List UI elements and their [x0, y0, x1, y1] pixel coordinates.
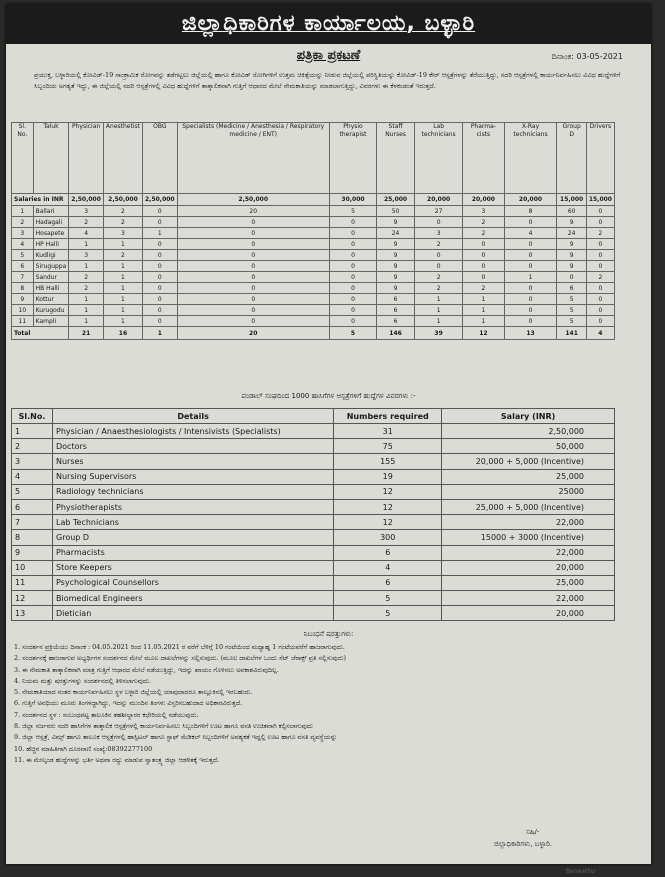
term-item: 9. ಜಿಲ್ಲಾ ಆಸ್ಪತ್ರೆ, ವಿಮ್ಸ್ ಹಾಗೂ ತಾಲೂಕ ಆಸ್ಪತ್ರೆಗಳಲ್ಲಿ ಹಾಸ್ಪಿಟಲ್ ಹಾಗೂ ಸ್ಟಾಫ್ ಮೆಡಿಕಲ್ ಸಿಬ್ಬಂದಿಗಳಿಗೆ ಅವಶ್ಯಕತೆ ಇದ್ದಲ್ಲಿ ಊಟ ಹಾಗೂ ವಸತಿ ವ್ಯವಸ್ಥೆಯನ್ನು [14, 733, 338, 742]
table-cell: 0 [586, 316, 614, 327]
post-details-cell: Lab Technicians [53, 515, 334, 530]
term-item: 1. ಸಂದರ್ಶನ ಪ್ರಕ್ರಿಯೆಯು ದಿನಾಂಕ : 04.05.2021 ರಿಂದ 11.05.2021 ರ ವರೆಗೆ ಬೆಳಿಗ್ಗೆ 10 ಗಂಟೆಯಿಂದ ಮಧ್ಯಾಹ್ನ 1 ಗಂಟೆಯವರೆಗೆ ಹಾಜರಾಗುವುದು. [14, 643, 345, 651]
salary-cell: 20,000 [463, 194, 504, 206]
pandal-vacancy-table [11, 408, 615, 621]
post-details-cell: Biomedical Engineers [53, 591, 334, 606]
numbers-required-cell: 31 [334, 424, 442, 439]
table-cell: 0 [177, 261, 329, 272]
table-cell: 9 [557, 261, 586, 272]
table-cell: 0 [142, 206, 177, 217]
table-row [12, 316, 615, 327]
table-cell: 1 [414, 305, 462, 316]
table-cell: 0 [142, 250, 177, 261]
table-cell: 10 [12, 305, 34, 316]
office-banner [6, 4, 651, 44]
table-cell: 5 [557, 305, 586, 316]
table-cell: 9 [377, 272, 415, 283]
table-cell: 0 [504, 316, 557, 327]
table-row [12, 283, 615, 294]
table-cell: 9 [557, 239, 586, 250]
table-cell: 0 [142, 294, 177, 305]
newspaper-clipping [6, 4, 651, 875]
table-row [12, 206, 615, 217]
table-cell: 27 [414, 206, 462, 217]
table-cell: 0 [329, 305, 376, 316]
table-cell: 3 [69, 206, 104, 217]
post-details-cell: Group D [53, 530, 334, 545]
term-item: 7. ಸಂದರ್ಶನದ ಸ್ಥಳ : ಸಂಬಂಧಪಟ್ಟ ತಾಲೂಕಿನ ತಹಶೀಲ್ದಾರರ ಕಛೇರಿಯಲ್ಲಿ ನಡೆಯುವುದು. [14, 710, 199, 719]
table-cell: 1 [103, 239, 142, 250]
post-details-cell: Psychological Counsellors [53, 575, 334, 590]
table-cell: 0 [463, 250, 504, 261]
table-cell: 0 [177, 250, 329, 261]
table-cell: 1 [142, 228, 177, 239]
table-cell: 4 [504, 228, 557, 239]
cut-off-text: Beneathu [566, 868, 595, 875]
taluk-name-cell: Kurugodu [33, 305, 69, 316]
table-cell: 50 [377, 206, 415, 217]
table-cell: 2 [414, 283, 462, 294]
table-cell: 0 [504, 261, 557, 272]
taluk-table-header-cell: Staff Nurses [377, 123, 415, 194]
term-item: 5. ನೇಮಕಾತಿಯಾದ ನಂತರ ಕಾರ್ಯನಿರ್ವಹಿಸಲು ಸ್ಥಳ ಬಳ್ಳಾರಿ ಜಿಲ್ಲೆಯಲ್ಲಿ ಯಾವುದಾದರೂ ತಾಲ್ಲೂಕಿನಲ್ಲಿ ಇರಬಹುದು. [14, 688, 253, 697]
table-cell: 3 [463, 206, 504, 217]
total-row [12, 327, 615, 340]
serial-cell: 4 [12, 469, 53, 484]
table-cell: 1 [463, 294, 504, 305]
serial-cell: 5 [12, 484, 53, 499]
taluk-name-cell: Kudligi [33, 250, 69, 261]
salary-cell: 20,000 + 5,000 (Incentive) [442, 454, 615, 469]
taluk-table-header-cell: Taluk [33, 123, 69, 194]
salary-cell: 20,000 [442, 606, 615, 621]
salary-cell: 2,50,000 [442, 424, 615, 439]
table-cell: 1 [103, 261, 142, 272]
table-row [12, 272, 615, 283]
table-cell: 9 [12, 294, 34, 305]
table-row [12, 305, 615, 316]
numbers-required-cell: 75 [334, 439, 442, 454]
pandal-table-header-cell: Details [53, 409, 334, 424]
taluk-table-header-cell: Anesthetist [103, 123, 142, 194]
taluk-table-header-cell: Physician [69, 123, 104, 194]
table-cell: 1 [414, 316, 462, 327]
salary-cell: 20,000 [414, 194, 462, 206]
serial-cell: 2 [12, 439, 53, 454]
table-cell: 0 [557, 272, 586, 283]
table-row [12, 499, 615, 514]
table-row [12, 484, 615, 499]
term-item: 2. ಸಂದರ್ಶನಕ್ಕೆ ಹಾಜರಾಗುವ ಅಭ್ಯರ್ಥಿಗಳ ಸಂದರ್ಶನದ ಮೇಲೆ ಮೂಲ ದಾಖಲೆಗಳನ್ನು ಸಲ್ಲಿಸುವುದು. (ಮೂಲ ದಾಖಲೆಗಳ ಒಂದು ಸೆಟ್ ಜೆರಾಕ್ಸ್ ಪ್ರತಿ ಸಲ್ಲಿಸುವುದು) [14, 654, 346, 663]
table-cell: 2 [12, 217, 34, 228]
post-details-cell: Physiotherapists [53, 499, 334, 514]
salary-cell: 22,000 [442, 515, 615, 530]
table-cell: 2 [69, 217, 104, 228]
numbers-required-cell: 6 [334, 575, 442, 590]
post-details-cell: Pharmacists [53, 545, 334, 560]
table-cell: 9 [377, 283, 415, 294]
total-cell: 20 [177, 327, 329, 340]
salary-cell: 50,000 [442, 439, 615, 454]
intro-paragraph: ಪ್ರಯುಕ್ತ, ಬಳ್ಳಾರಿಯಲ್ಲಿ ಕೋವಿಡ್-19 ಸಾಂಕ್ರಾಮಿಕ ರೋಗವನ್ನು ತಡೆಗಟ್ಟಲು ಜಿಲ್ಲೆಯಲ್ಲಿ ಹಾಗೂ ಕೋವಿಡ್ ರೋಗಿಗಳಿಗೆ ಉತ್ತಮ ಚಿಕಿತ್ಸೆಯನ್ನು ನೀಡುವ ಜಿಲ್ಲೆಯಲ್ಲಿ ಪರಿಸ್ಥಿತಿಯನ್ನು ಕೋವಿಡ್-19 ಕೇರ್ ಆಸ್ಪತ್ರೆಗಳನ್ನು ತೆರೆಯುತ್ತಿದ್ದು, ಸದರಿ ಆಸ್ಪತ್ರೆಗಳಲ್ಲಿ ಕಾರ್ಯನಿರ್ವಹಿಸಲು ವಿವಿಧ ಹುದ್ದೆಗಳಿಗೆ ಸಿಬ್ಬಂದಿಯ ಅಗತ್ಯತೆ ಇದ್ದು, ಈ ಜಿಲ್ಲೆಯಲ್ಲಿ ಸದರಿ ಆಸ್ಪತ್ರೆಗಳಲ್ಲಿ ವಿವಿಧ ಹುದ್ದೆಗಳಿಗೆ ತಾತ್ಕಾಲಿಕವಾಗಿ ಗುತ್ತಿಗೆ ಆಧಾರದ ಮೇಲೆ ನೇಮಕಾತಿಯನ್ನು ಮಾಡಲಾಗುತ್ತಿದ್ದು, ವಿವರಗಳು ಈ ಕೆಳಕಂಡಂತೆ ಇರುತ್ತದೆ. [34, 71, 621, 90]
terms-list [14, 642, 634, 766]
table-cell: 9 [377, 239, 415, 250]
salary-cell: 2,50,000 [177, 194, 329, 206]
table-cell: 0 [463, 272, 504, 283]
serial-cell: 3 [12, 454, 53, 469]
numbers-required-cell: 5 [334, 591, 442, 606]
signatory-title: ಜಿಲ್ಲಾಧಿಕಾರಿಗಳು, ಬಳ್ಳಾರಿ. [494, 840, 553, 848]
table-row [12, 217, 615, 228]
table-cell: 2 [103, 217, 142, 228]
table-cell: 0 [504, 283, 557, 294]
table-cell: 0 [414, 261, 462, 272]
salary-cell: 22,000 [442, 591, 615, 606]
table-row [12, 591, 615, 606]
total-cell: 13 [504, 327, 557, 340]
table-cell: 8 [504, 206, 557, 217]
total-cell: 21 [69, 327, 104, 340]
term-item: 6. ಗುತ್ತಿಗೆ ಅವಧಿಯು ಮೂರು ತಿಂಗಳದ್ದಾಗಿದ್ದು, ಇದನ್ನು ಮುಂದಿನ ತಿಂಗಳು ವಿಸ್ತರಿಸಬಹುದಾದ ಅಧಿಕಾರವಿರುತ್ತದೆ. [14, 699, 243, 708]
pandal-table-header-cell: Sl.No. [12, 409, 53, 424]
signature-mark: ಸಹಿ/- [526, 828, 540, 836]
table-cell: 2 [69, 272, 104, 283]
taluk-table-header-cell: Group D [557, 123, 586, 194]
term-item: 8. ಜಿಲ್ಲಾ ಸರ್ಜನರು ಸದರಿ ಹಾಸಿಗೆಗಳ ತಾತ್ಕಾಲಿಕ ಆಸ್ಪತ್ರೆಗಳಲ್ಲಿ ಕಾರ್ಯನಿರ್ವಹಿಸಲು ಸಿಬ್ಬಂದಿಗಳಿಗೆ ಊಟ ಹಾಗೂ ವಸತಿ ಉಚಿತವಾಗಿ ಕಲ್ಪಿಸಲಾಗುವುದು [14, 722, 313, 731]
table-cell: 24 [377, 228, 415, 239]
post-details-cell: Nursing Supervisors [53, 469, 334, 484]
table-cell: 0 [142, 305, 177, 316]
table-cell: 3 [69, 250, 104, 261]
table-cell: 9 [377, 217, 415, 228]
table-cell: 6 [557, 283, 586, 294]
table-cell: 24 [557, 228, 586, 239]
salary-cell: 2,50,000 [69, 194, 104, 206]
term-item: 10. ಹೆಚ್ಚಿನ ಮಾಹಿತಿಗಾಗಿ ದೂರವಾಣಿ ಸಂಖ್ಯೆ:08392277100 [14, 744, 153, 753]
table-cell: 0 [414, 217, 462, 228]
table-cell: 0 [329, 261, 376, 272]
table-cell: 1 [69, 239, 104, 250]
total-label: Total [12, 327, 69, 340]
post-details-cell: Radiology technicians [53, 484, 334, 499]
table-cell: 0 [586, 261, 614, 272]
table-row [12, 606, 615, 621]
table-cell: 0 [142, 316, 177, 327]
total-cell: 146 [377, 327, 415, 340]
table-cell: 0 [142, 217, 177, 228]
salary-cell: 20,000 [504, 194, 557, 206]
table-cell: 0 [586, 294, 614, 305]
office-title: ಜಿಲ್ಲಾಧಿಕಾರಿಗಳ ಕಾರ್ಯಾಲಯ, ಬಳ್ಳಾರಿ [181, 11, 476, 36]
table-row [12, 469, 615, 484]
table-cell: 20 [177, 206, 329, 217]
table-cell: 0 [414, 250, 462, 261]
table-row [12, 228, 615, 239]
post-details-cell: Physician / Anaesthesiologists / Intensivists (Specialists) [53, 424, 334, 439]
numbers-required-cell: 12 [334, 484, 442, 499]
total-cell: 1 [142, 327, 177, 340]
table-cell: 1 [103, 316, 142, 327]
post-details-cell: Nurses [53, 454, 334, 469]
table-cell: 9 [377, 261, 415, 272]
table-cell: 5 [557, 316, 586, 327]
table-cell: 3 [103, 228, 142, 239]
table-cell: 6 [377, 305, 415, 316]
table-cell: 0 [329, 228, 376, 239]
table-row [12, 454, 615, 469]
table-cell: 2 [414, 272, 462, 283]
table-cell: 2 [103, 206, 142, 217]
table-row [12, 294, 615, 305]
table-cell: 0 [177, 316, 329, 327]
total-cell: 39 [414, 327, 462, 340]
taluk-name-cell: Kampli [33, 316, 69, 327]
term-item: 4. ನಿಯಮ ಮತ್ತು ಷರತ್ತುಗಳನ್ನು ಸಂದರ್ಶನದಲ್ಲಿ ತಿಳಿಸಲಾಗುವುದು. [14, 676, 152, 685]
table-cell: 1 [463, 316, 504, 327]
taluk-name-cell: Hosapete [33, 228, 69, 239]
taluk-vacancy-table [11, 122, 615, 340]
table-cell: 1 [69, 261, 104, 272]
table-cell: 0 [177, 305, 329, 316]
taluk-table-header-cell: X-Ray technicians [504, 123, 557, 194]
table-cell: 1 [69, 316, 104, 327]
table-cell: 0 [504, 239, 557, 250]
table-cell: 2 [463, 228, 504, 239]
serial-cell: 8 [12, 530, 53, 545]
term-item: 11. ಈ ಮೇಲ್ಕಂಡ ಹುದ್ದೆಗಳನ್ನು ಭರ್ತಿ ಅಥವಾ ರದ್ದು ಮಾಡುವ ಸ್ವಾತಂತ್ರ್ಯ ಜಿಲ್ಲಾ ಆಡಳಿತಕ್ಕೆ ಇರುತ್ತದೆ. [14, 755, 220, 764]
taluk-table-header-cell: Drivers [586, 123, 614, 194]
table-cell: 1 [69, 305, 104, 316]
terms-heading: ನಿಬಂಧನೆ ಷರತ್ತುಗಳು: [303, 630, 354, 638]
table-cell: 1 [103, 305, 142, 316]
table-cell: 0 [142, 283, 177, 294]
table-cell: 2 [586, 228, 614, 239]
table-cell: 2 [463, 217, 504, 228]
table-cell: 1 [103, 283, 142, 294]
total-cell: 5 [329, 327, 376, 340]
table-cell: 0 [329, 294, 376, 305]
table-cell: 1 [69, 294, 104, 305]
table-cell: 6 [377, 316, 415, 327]
total-cell: 16 [103, 327, 142, 340]
table-cell: 2 [414, 239, 462, 250]
pandal-table-header-row [12, 409, 615, 424]
pandal-section-title: ಪಂಡಾಲ್ ಸಂಘದಿಂದ 1000 ಹಾಸಿಗೆಗಳ ಆಸ್ಪತ್ರೆಗಳಿಗೆ ಹುದ್ದೆಗಳ ವಿವರಗಳು :- [241, 392, 416, 400]
table-cell: 11 [12, 316, 34, 327]
taluk-table-header-row [12, 123, 615, 194]
salary-row [12, 194, 615, 206]
table-cell: 0 [586, 217, 614, 228]
table-cell: 4 [12, 239, 34, 250]
table-cell: 0 [504, 305, 557, 316]
serial-cell: 9 [12, 545, 53, 560]
salary-cell: 25,000 [442, 575, 615, 590]
total-cell: 12 [463, 327, 504, 340]
press-release-heading: ಪತ್ರಿಕಾ ಪ್ರಕಟಣೆ [296, 48, 361, 63]
term-item: 3. ಈ ನೇಮಕಾತಿ ತಾತ್ಕಾಲಿಕವಾಗಿ ಮಾತ್ರ ಗುತ್ತಿಗೆ ಆಧಾರದ ಮೇಲೆ ನಡೆಯುತ್ತಿದ್ದು, ಇದನ್ನು ಖಾಯಂ ಗೊಳಿಸಲು ಅವಕಾಶವಿರುವುದಿಲ್ಲ. [14, 665, 279, 674]
table-cell: 0 [329, 283, 376, 294]
taluk-name-cell: Sandur [33, 272, 69, 283]
table-cell: 4 [69, 228, 104, 239]
taluk-table-header-cell: Lab technicians [414, 123, 462, 194]
table-cell: 0 [504, 294, 557, 305]
taluk-table-header-cell: Pharma- cists [463, 123, 504, 194]
salary-cell: 25000 [442, 484, 615, 499]
table-cell: 0 [329, 217, 376, 228]
salary-cell: 20,000 [442, 560, 615, 575]
numbers-required-cell: 300 [334, 530, 442, 545]
table-cell: 3 [414, 228, 462, 239]
numbers-required-cell: 5 [334, 606, 442, 621]
pandal-table-header-cell: Salary (INR) [442, 409, 615, 424]
pandal-table-header-cell: Numbers required [334, 409, 442, 424]
taluk-table-header-cell: Sl. No. [12, 123, 34, 194]
table-cell: 7 [12, 272, 34, 283]
notice-date: ದಿನಾಂಕ: 03-05-2021 [551, 52, 623, 61]
table-cell: 60 [557, 206, 586, 217]
table-cell: 0 [177, 239, 329, 250]
table-cell: 8 [12, 283, 34, 294]
salary-cell: 15000 + 3000 (Incentive) [442, 530, 615, 545]
table-cell: 0 [329, 250, 376, 261]
numbers-required-cell: 155 [334, 454, 442, 469]
taluk-table-header-cell: OBG [142, 123, 177, 194]
salary-cell: 22,000 [442, 545, 615, 560]
table-cell: 0 [329, 272, 376, 283]
table-cell: 2 [586, 272, 614, 283]
numbers-required-cell: 19 [334, 469, 442, 484]
total-cell: 141 [557, 327, 586, 340]
table-cell: 6 [12, 261, 34, 272]
table-cell: 0 [586, 250, 614, 261]
table-cell: 3 [12, 228, 34, 239]
table-row [12, 424, 615, 439]
table-cell: 0 [586, 305, 614, 316]
serial-cell: 1 [12, 424, 53, 439]
table-cell: 9 [557, 217, 586, 228]
taluk-name-cell: Siruguppa [33, 261, 69, 272]
salary-cell: 30,000 [329, 194, 376, 206]
table-cell: 0 [504, 217, 557, 228]
salary-cell: 2,50,000 [142, 194, 177, 206]
table-row [12, 250, 615, 261]
table-cell: 1 [12, 206, 34, 217]
table-cell: 0 [177, 272, 329, 283]
table-cell: 5 [557, 294, 586, 305]
table-cell: 0 [177, 217, 329, 228]
table-row [12, 530, 615, 545]
salary-cell: 25,000 [442, 469, 615, 484]
taluk-table-header-cell: Physio therapist [329, 123, 376, 194]
numbers-required-cell: 12 [334, 515, 442, 530]
table-cell: 0 [586, 206, 614, 217]
table-cell: 5 [12, 250, 34, 261]
table-row [12, 545, 615, 560]
table-cell: 0 [504, 250, 557, 261]
taluk-name-cell: HP Halli [33, 239, 69, 250]
table-row [12, 261, 615, 272]
post-details-cell: Doctors [53, 439, 334, 454]
serial-cell: 7 [12, 515, 53, 530]
salary-cell: 15,000 [586, 194, 614, 206]
post-details-cell: Store Keepers [53, 560, 334, 575]
table-row [12, 515, 615, 530]
serial-cell: 6 [12, 499, 53, 514]
salary-cell: 25,000 [377, 194, 415, 206]
table-cell: 0 [329, 316, 376, 327]
serial-cell: 13 [12, 606, 53, 621]
salary-cell: 2,50,000 [103, 194, 142, 206]
serial-cell: 10 [12, 560, 53, 575]
table-cell: 0 [586, 239, 614, 250]
table-cell: 2 [69, 283, 104, 294]
serial-cell: 12 [12, 591, 53, 606]
table-cell: 0 [177, 228, 329, 239]
table-cell: 1 [103, 294, 142, 305]
table-cell: 0 [586, 283, 614, 294]
table-row [12, 239, 615, 250]
taluk-name-cell: Kottur [33, 294, 69, 305]
table-cell: 2 [463, 283, 504, 294]
table-cell: 5 [329, 206, 376, 217]
table-cell: 1 [504, 272, 557, 283]
numbers-required-cell: 4 [334, 560, 442, 575]
total-cell: 4 [586, 327, 614, 340]
table-cell: 0 [177, 283, 329, 294]
table-cell: 1 [463, 305, 504, 316]
table-cell: 0 [329, 239, 376, 250]
taluk-name-cell: HB Halli [33, 283, 69, 294]
taluk-name-cell: Hadagali [33, 217, 69, 228]
table-cell: 0 [177, 294, 329, 305]
table-cell: 9 [377, 250, 415, 261]
table-cell: 1 [103, 272, 142, 283]
table-cell: 0 [142, 239, 177, 250]
table-cell: 0 [463, 239, 504, 250]
salary-cell: 15,000 [557, 194, 586, 206]
table-row [12, 575, 615, 590]
table-cell: 0 [142, 261, 177, 272]
taluk-table-header-cell: Specialists (Medicine / Anesthesia / Respiratory medicine / ENT) [177, 123, 329, 194]
taluk-name-cell: Ballari [33, 206, 69, 217]
numbers-required-cell: 12 [334, 499, 442, 514]
numbers-required-cell: 6 [334, 545, 442, 560]
salary-cell: 25,000 + 5,000 (Incentive) [442, 499, 615, 514]
table-cell: 6 [377, 294, 415, 305]
table-cell: 2 [103, 250, 142, 261]
table-row [12, 439, 615, 454]
table-cell: 0 [463, 261, 504, 272]
serial-cell: 11 [12, 575, 53, 590]
table-cell: 0 [142, 272, 177, 283]
table-cell: 1 [414, 294, 462, 305]
table-row [12, 560, 615, 575]
salary-row-label: Salaries in INR [12, 194, 69, 206]
table-cell: 9 [557, 250, 586, 261]
post-details-cell: Dietician [53, 606, 334, 621]
